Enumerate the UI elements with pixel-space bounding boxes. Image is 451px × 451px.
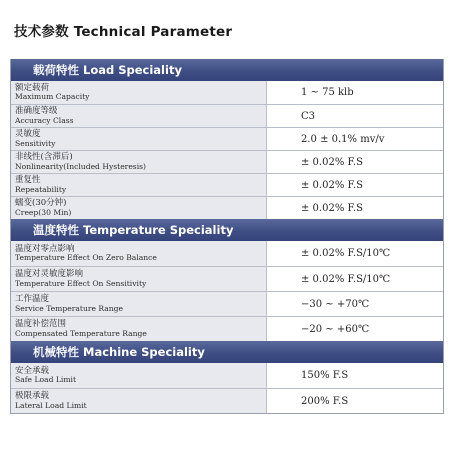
param-cell [11,267,267,291]
page-title: 技术参数 Technical Parameter [14,24,233,40]
param-cell [11,389,267,413]
param-cell [11,363,267,388]
param-name-en: Accuracy Class [15,115,74,125]
table-row [11,127,443,150]
param-value: −20 ~ +60℃ [301,323,370,335]
param-cell [11,174,267,196]
param-cell [11,292,267,316]
param-value: ± 0.02% F.S/10℃ [301,273,391,285]
param-value: 1 ~ 75 klb [301,87,354,98]
table-row [11,363,443,388]
param-cell [11,81,267,104]
table-row [11,241,443,266]
param-cell [11,105,267,127]
table-row [11,291,443,316]
param-value: −30 ~ +70℃ [301,298,370,310]
table-row [11,388,443,413]
param-cell [11,151,267,173]
spec-table [10,59,444,414]
param-name-en: Safe Load Limit [15,375,77,385]
param-name-cn: 温度补偿范围 [15,319,67,330]
param-name-cn: 额定载荷 [15,82,50,93]
param-value: ± 0.02% F.S [301,202,363,214]
param-name-en: Compensated Temperature Range [15,328,147,338]
param-name-cn: 重复性 [15,175,41,186]
table-row [11,150,443,173]
section-header-temperature: 温度特性 Temperature Speciality [11,219,443,241]
param-value: ± 0.02% F.S [301,179,363,191]
param-value: 200% F.S [301,395,349,407]
table-row [11,316,443,341]
param-name-en: Service Temperature Range [15,303,124,313]
param-name-en: Temperature Effect On Sensitivity [15,278,147,288]
param-cell [11,128,267,150]
param-name-cn: 安全承载 [15,365,50,376]
param-name-en: Nonlinearity(Included Hysteresis) [15,161,146,171]
param-name-cn: 极限承载 [15,391,50,402]
param-name-en: Sensitivity [15,138,56,148]
table-row [11,196,443,219]
section-header-load: 载荷特性 Load Speciality [11,59,443,81]
param-value: 2.0 ± 0.1% mv/v [301,133,385,145]
param-name-cn: 温度对零点影响 [15,243,75,254]
param-name-cn: 工作温度 [15,294,50,305]
table-row [11,266,443,291]
param-value: ± 0.02% F.S [301,156,363,168]
param-cell [11,317,267,341]
param-name-cn: 温度对灵敏度影响 [15,269,84,280]
param-name-cn: 非线性(含滞后) [15,152,73,163]
param-cell [11,241,267,266]
table-row [11,104,443,127]
param-value: ± 0.02% F.S/10℃ [301,248,391,259]
param-cell [11,197,267,219]
param-name-en: Maximum Capacity [15,92,90,102]
param-name-en: Creep(30 Min) [15,207,72,217]
param-name-en: Lateral Load Limit [15,400,87,410]
param-value: 150% F.S [301,370,349,381]
param-name-cn: 准确度等级 [15,106,58,117]
param-name-cn: 蠕变(30分钟) [15,198,67,209]
param-name-en: Repeatability [15,184,67,194]
param-name-cn: 灵敏度 [15,129,41,140]
param-value: C3 [301,110,316,122]
param-name-en: Temperature Effect On Zero Balance [15,253,157,263]
section-header-machine: 机械特性 Machine Speciality [11,341,443,363]
table-row [11,81,443,104]
table-row [11,173,443,196]
